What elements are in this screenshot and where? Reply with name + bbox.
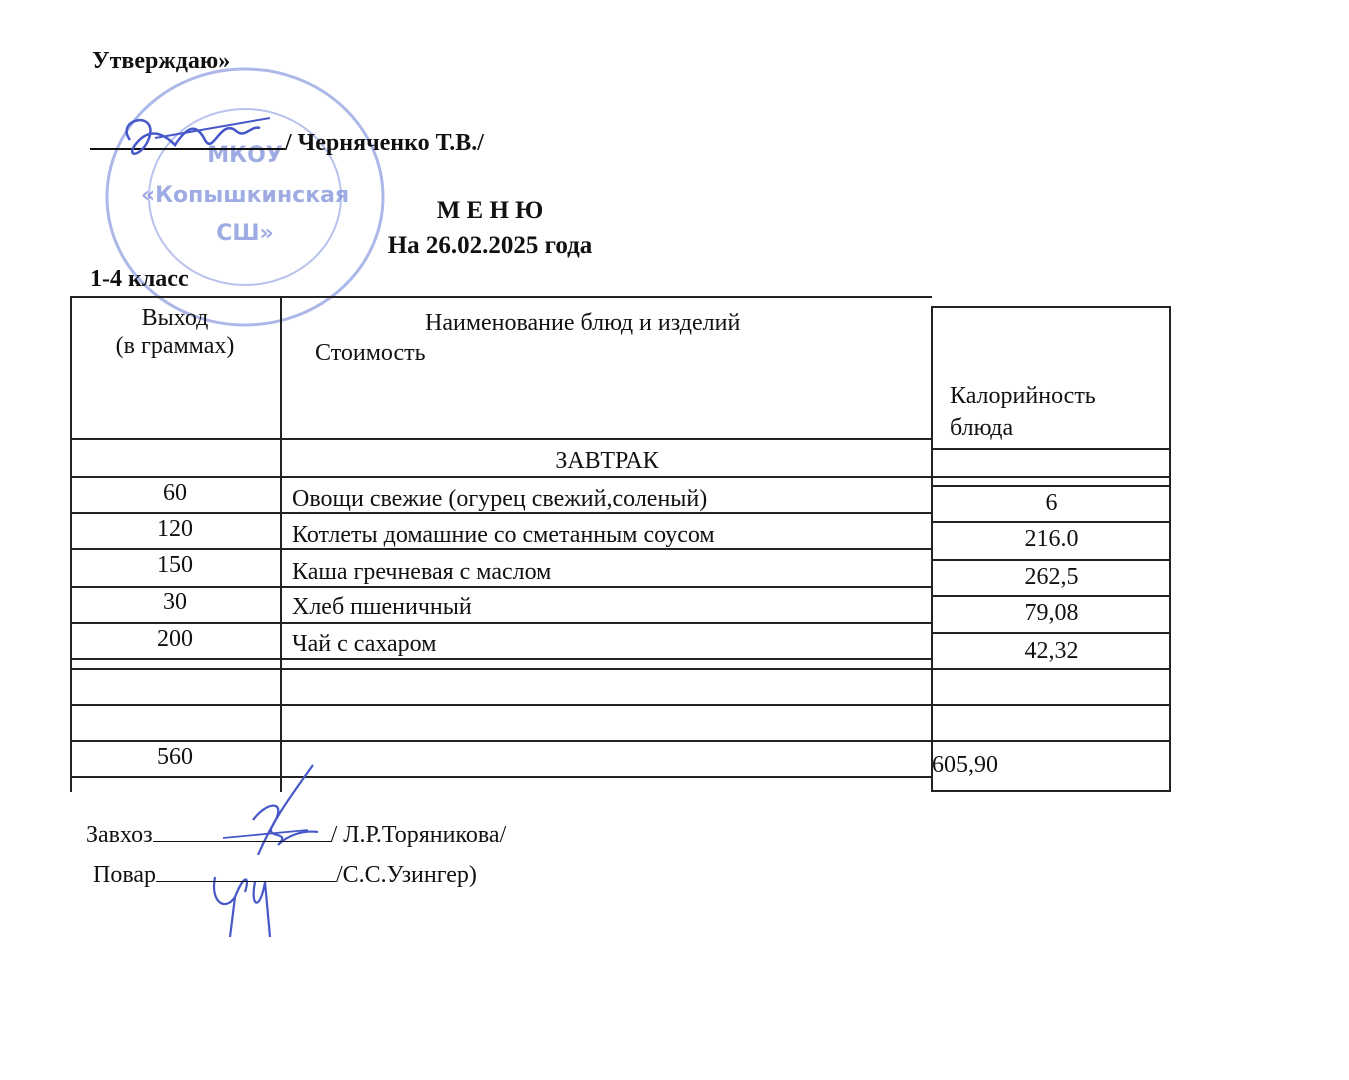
table-border xyxy=(932,790,1171,792)
row-output: 60 xyxy=(163,480,187,506)
row-calories: 262,5 xyxy=(1024,564,1079,590)
table-row-line xyxy=(932,559,1171,561)
section-breakfast: ЗАВТРАК xyxy=(555,448,659,474)
row-output: 150 xyxy=(157,552,193,578)
class-label: 1-4 класс xyxy=(90,266,189,292)
table-border xyxy=(70,776,932,778)
row-output: 30 xyxy=(163,589,187,615)
table-row-line xyxy=(70,740,1171,742)
menu-date: На 26.02.2025 года xyxy=(387,232,593,259)
table-row-line xyxy=(70,704,1171,706)
header-dish-name: Наименование блюд и изделий xyxy=(425,310,741,336)
table-row-line xyxy=(70,622,932,624)
row-dish: Овощи свежие (огурец свежий,соленый) xyxy=(292,486,708,512)
header-cost: Стоимость xyxy=(315,340,426,366)
header-output-line2: (в граммах) xyxy=(115,333,235,359)
table-border xyxy=(70,296,932,298)
director-signature xyxy=(95,100,295,180)
cook-line xyxy=(93,862,477,889)
cook-name: /С.С.Узингер) xyxy=(336,862,477,888)
cook-underline xyxy=(156,863,336,882)
table-row-line xyxy=(932,632,1171,634)
table-border xyxy=(70,296,72,792)
director-name: / Черняченко Т.В./ xyxy=(285,130,484,156)
table-divider xyxy=(280,296,282,792)
row-calories: 6 xyxy=(1045,490,1058,516)
header-output xyxy=(70,304,280,360)
header-calories xyxy=(950,380,1096,444)
table-row-line xyxy=(932,521,1171,523)
menu-table xyxy=(70,296,1171,792)
storekeeper-underline xyxy=(153,823,331,842)
table-row-line xyxy=(70,476,1171,478)
total-output: 560 xyxy=(157,744,193,770)
storekeeper-label: Завхоз xyxy=(86,822,153,848)
cook-label: Повар xyxy=(93,862,156,888)
row-dish: Каша гречневая с маслом xyxy=(292,559,552,585)
table-row-line xyxy=(932,485,1171,487)
row-output: 200 xyxy=(157,626,193,652)
header-calories-line1: Калорийность xyxy=(950,383,1096,409)
table-row-line xyxy=(932,595,1171,597)
row-calories: 216.0 xyxy=(1024,526,1079,552)
table-row-line xyxy=(70,658,932,660)
table-row-line xyxy=(70,668,1171,670)
row-output: 120 xyxy=(157,516,193,542)
header-output-line1: Выход xyxy=(141,305,209,331)
row-calories: 42,32 xyxy=(1024,638,1079,664)
row-dish: Чай с сахаром xyxy=(292,631,437,657)
document-title: М Е Н Ю xyxy=(436,197,544,224)
table-border xyxy=(932,306,1171,308)
total-calories: 605,90 xyxy=(932,752,998,778)
table-row-line xyxy=(70,438,932,440)
row-calories: 79,08 xyxy=(1024,600,1079,626)
storekeeper-line xyxy=(86,822,506,849)
header-calories-line2: блюда xyxy=(950,415,1014,441)
stamp-org: МКОУ xyxy=(207,143,283,168)
table-row-line xyxy=(70,586,932,588)
approve-label: Утверждаю» xyxy=(92,48,231,74)
row-dish: Котлеты домашние со сметанным соусом xyxy=(292,522,715,548)
row-dish: Хлеб пшеничный xyxy=(292,594,472,620)
table-row-line xyxy=(932,448,1171,450)
storekeeper-name: / Л.Р.Торяникова/ xyxy=(330,822,507,848)
stamp-name: «Копышкинская xyxy=(140,183,350,208)
stamp-name2: СШ» xyxy=(216,221,274,246)
